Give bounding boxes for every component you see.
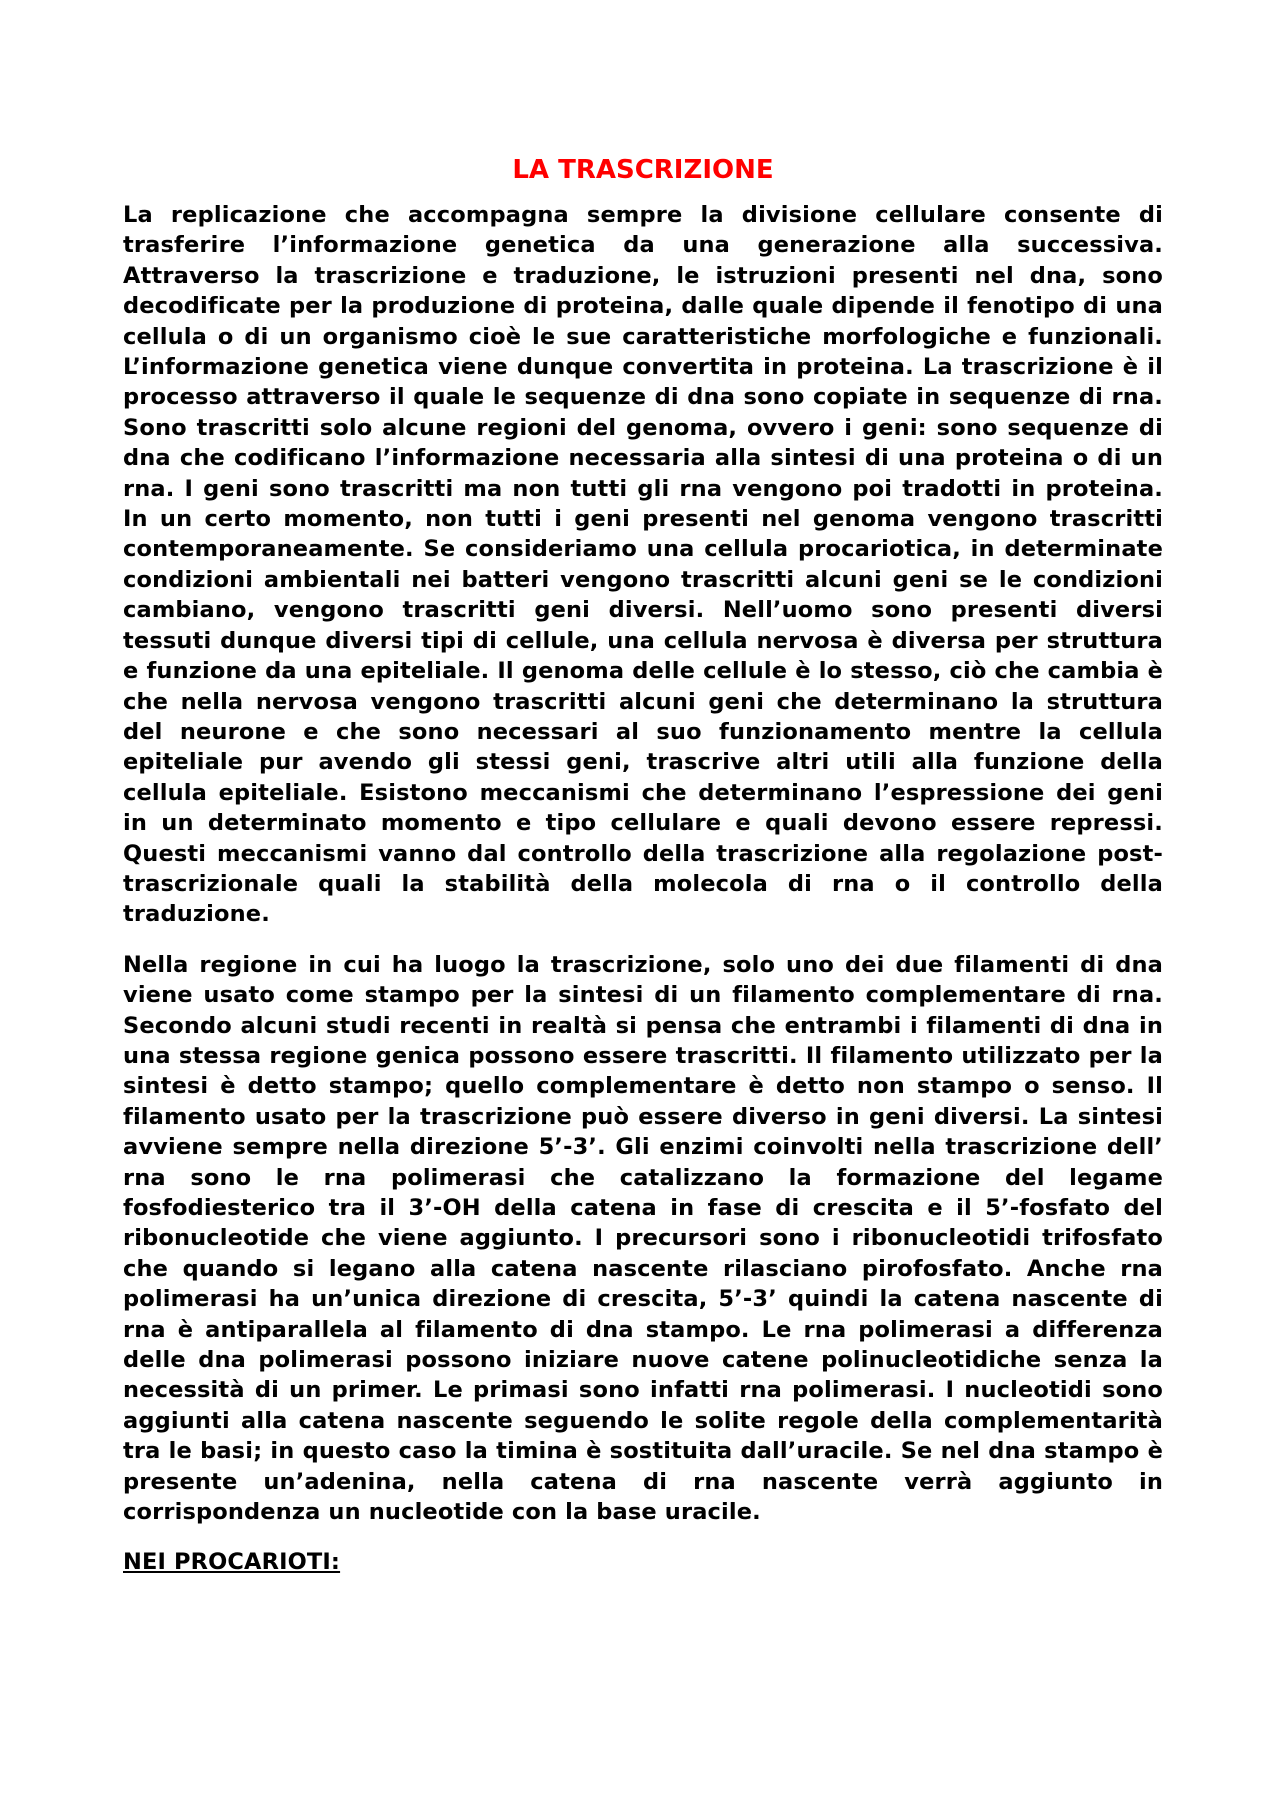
paragraph-intro: La replicazione che accompagna sempre la divisione cellulare consente di trasferire l’informazione genetica da una generazione alla successiva. Attraverso la trascrizione e traduzione, le istruzioni presenti nel dna, sono decodificate per la produzione di proteina, dalle quale dipende il fenotipo di una cellula o di un organismo cioè le sue caratteristiche morfologiche e funzionali. L’informazione genetica viene dunque convertita in proteina. La trascrizione è il processo attraverso il quale le sequenze di dna sono copiate in sequenze di rna. Sono trascritti solo alcune regioni del genoma, ovvero i geni: sono sequenze di dna che codificano l’informazione necessaria alla sintesi di una proteina o di un rna. I geni sono trascritti ma non tutti gli rna vengono poi tradotti in proteina. In un certo momento, non tutti i geni presenti nel genoma vengono trascritti contemporaneamente. Se consideriamo una cellula procariotica, in determinate condizioni ambientali nei batteri vengono trascritti alcuni geni se le condizioni cambiano, vengono trascritti geni diversi. Nell’uomo sono presenti diversi tessuti dunque diversi tipi di cellule, una cellula nervosa è diversa per struttura e funzione da una epiteliale. Il genoma delle cellule è lo stesso, ciò che cambia è che nella nervosa vengono trascritti alcuni geni che determinano la struttura del neurone e che sono necessari al suo funzionamento mentre la cellula epiteliale pur avendo gli stessi geni, trascrive altri utili alla funzione della cellula epiteliale. Esistono meccanismi che determinano l’espressione dei geni in un determinato momento e tipo cellulare e quali devono essere repressi. Questi meccanismi vanno dal controllo della trascrizione alla regolazione post-trascrizionale quali la stabilità della molecola di rna o il controllo della traduzione. [123,202,1163,928]
section-heading-procarioti: NEI PROCARIOTI: [123,1549,341,1576]
document-page [123,150,1163,1577]
page-title: LA TRASCRIZIONE [512,155,774,185]
paragraph-transcription-details: Nella regione in cui ha luogo la trascrizione, solo uno dei due filamenti di dna viene usato come stampo per la sintesi di un filamento complementare di rna. Secondo alcuni studi recenti in realtà si pensa che entrambi i filamenti di dna in una stessa regione genica possono essere trascritti. Il filamento utilizzato per la sintesi è detto stampo; quello complementare è detto non stampo o senso. Il filamento usato per la trascrizione può essere diverso in geni diversi. La sintesi avviene sempre nella direzione 5’-3’. Gli enzimi coinvolti nella trascrizione dell’ rna sono le rna polimerasi che catalizzano la formazione del legame fosfodiesterico tra il 3’-OH della catena in fase di crescita e il 5’-fosfato del ribonucleotide che viene aggiunto. I precursori sono i ribonucleotidi trifosfato che quando si legano alla catena nascente rilasciano pirofosfato. Anche rna polimerasi ha un’unica direzione di crescita, 5’-3’ quindi la catena nascente di rna è antiparallela al filamento di dna stampo. Le rna polimerasi a differenza delle dna polimerasi possono iniziare nuove catene polinucleotidiche senza la necessità di un primer. Le primasi sono infatti rna polimerasi. I nucleotidi sono aggiunti alla catena nascente seguendo le solite regole della complementarità tra le basi; in questo caso la timina è sostituita dall’uracile. Se nel dna stampo è presente un’adenina, nella catena di rna nascente verrà aggiunto in corrispondenza un nucleotide con la base uracile. [123,951,1163,1526]
